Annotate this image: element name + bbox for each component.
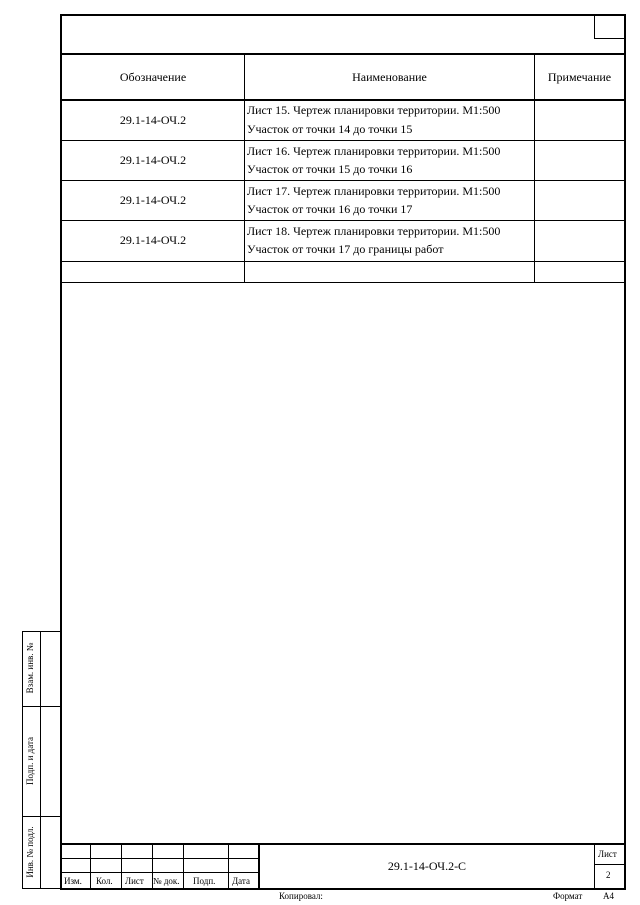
replace-inv-label: Взам. инв. № [25,642,35,694]
col-label-data: Дата [232,876,250,886]
row-name-line1: Лист 17. Чертеж планировки территории. М1:500 [247,184,501,198]
format-value: А4 [603,891,614,901]
row-name-line2: Участок от точки 17 до границы работ [247,242,444,256]
row-name-line1: Лист 16. Чертеж планировки территории. М1:500 [247,144,501,158]
sheet-label: Лист [598,849,617,859]
row-name-line1: Лист 15. Чертеж планировки территории. М1:500 [247,103,501,117]
sheet-cell-divider [594,864,625,865]
frame-top [60,14,625,16]
title-col [183,843,184,888]
row-name-line2: Участок от точки 14 до точки 15 [247,122,413,136]
row-designation: 29.1-14-ОЧ.2 [119,112,187,127]
row-designation: 29.1-14-ОЧ.2 [119,233,187,247]
title-col [90,843,91,888]
row-name-line2: Участок от точки 16 до точки 17 [247,202,413,216]
col-label-list: Лист [125,876,144,886]
col-label-ndoc: № док. [153,876,180,886]
corner-box-left [594,14,595,38]
copied-label: Копировал: [279,891,323,901]
sheet-number: 2 [606,870,611,880]
side-stamp-mid [40,631,41,889]
row-designation: 29.1-14-ОЧ.2 [119,152,187,167]
col-label-izm: Изм. [64,876,82,886]
row-designation: 29.1-14-ОЧ.2 [119,192,187,207]
sign-date-label: Подп. и дата [25,736,35,786]
side-stamp-left [22,631,23,889]
frame-bottom [60,888,626,890]
frame-right [624,14,626,890]
row-line [60,261,625,262]
document-code: 29.1-14-ОЧ.2-С [387,858,467,873]
format-label: Формат [553,891,583,901]
header-designation: Обозначение [119,69,187,84]
title-col [228,843,229,888]
sheet-col [594,843,595,888]
header-name: Наименование [352,69,427,84]
row-name-line2: Участок от точки 15 до точки 16 [247,162,413,176]
row-line [60,282,625,283]
header-note: Примечание [547,69,612,84]
col-label-podp: Подп. [193,876,216,886]
corner-box-bottom [594,38,625,39]
col-label-kol: Кол. [96,876,113,886]
inv-orig-label: Инв. № подл. [25,826,35,878]
title-col [121,843,122,888]
row-name-line1: Лист 18. Чертеж планировки территории. М1:500 [247,224,501,238]
